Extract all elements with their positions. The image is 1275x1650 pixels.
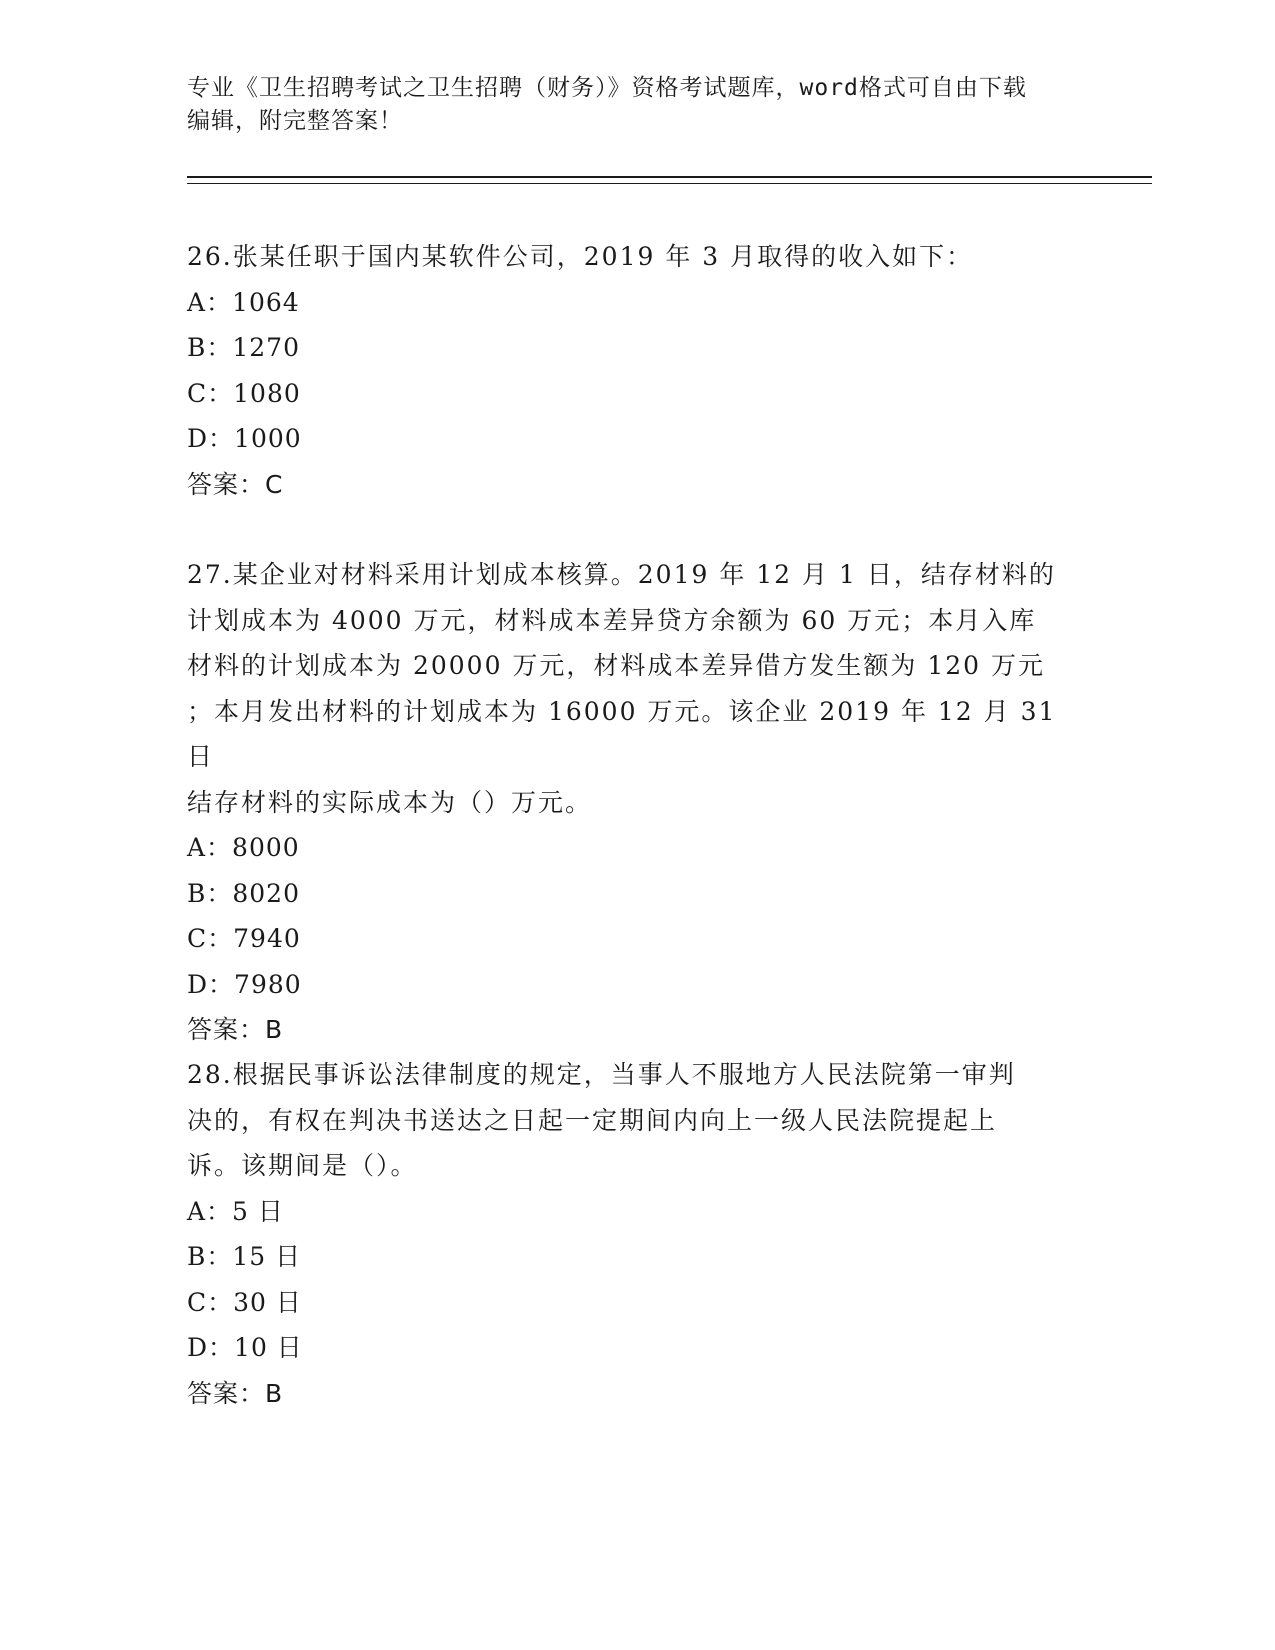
option-a: A：8000 xyxy=(187,833,300,862)
option-a: A：5 日 xyxy=(187,1196,284,1226)
option-c: C：1080 xyxy=(187,378,301,408)
option-d: D：10 日 xyxy=(187,1333,303,1362)
option-b: B：1270 xyxy=(187,333,300,362)
option-a: A：1064 xyxy=(187,287,300,317)
question-text-line: 28.根据民事诉讼法律制度的规定，当事人不服地方人民法院第一审判 xyxy=(187,1060,1016,1089)
question-text-line: 诉。该期间是（）。 xyxy=(187,1151,418,1180)
question-text-line: 27.某企业对材料采用计划成本核算。2019 年 12 月 1 日，结存材料的 xyxy=(187,560,1056,589)
question-28 xyxy=(187,1052,1087,1416)
option-d: D：1000 xyxy=(187,424,302,453)
question-text-line: ；本月发出材料的计划成本为 16000 万元。该企业 2019 年 12 月 31 日 xyxy=(187,696,1057,771)
header-line-2: 编辑，附完整答案！ xyxy=(187,108,403,134)
answer: 答案：C xyxy=(187,469,284,499)
option-c: C：7940 xyxy=(187,924,301,953)
answer: 答案：B xyxy=(187,1378,284,1408)
document-header xyxy=(187,72,1067,138)
option-b: B：8020 xyxy=(187,878,300,908)
question-text-line: 26.张某任职于国内某软件公司，2019 年 3 月取得的收入如下： xyxy=(187,242,974,271)
option-d: D：7980 xyxy=(187,969,302,999)
option-b: B：15 日 xyxy=(187,1242,302,1271)
question-27 xyxy=(187,552,1087,1053)
question-26 xyxy=(187,234,1087,507)
answer: 答案：B xyxy=(187,1015,284,1044)
question-text-line: 材料的计划成本为 20000 万元，材料成本差异借方发生额为 120 万元 xyxy=(187,651,1046,680)
header-line-1: 专业《卫生招聘考试之卫生招聘（财务）》资格考试题库，word格式可自由下载 xyxy=(187,75,1027,101)
question-text-line: 计划成本为 4000 万元，材料成本差异贷方余额为 60 万元；本月入库 xyxy=(187,605,1037,635)
question-text-line: 决的，有权在判决书送达之日起一定期间内向上一级人民法院提起上 xyxy=(187,1105,998,1135)
header-divider-thin xyxy=(187,183,1152,184)
option-c: C：30 日 xyxy=(187,1287,302,1317)
header-divider-thick xyxy=(187,176,1152,178)
question-text-line: 结存材料的实际成本为（）万元。 xyxy=(187,787,593,817)
